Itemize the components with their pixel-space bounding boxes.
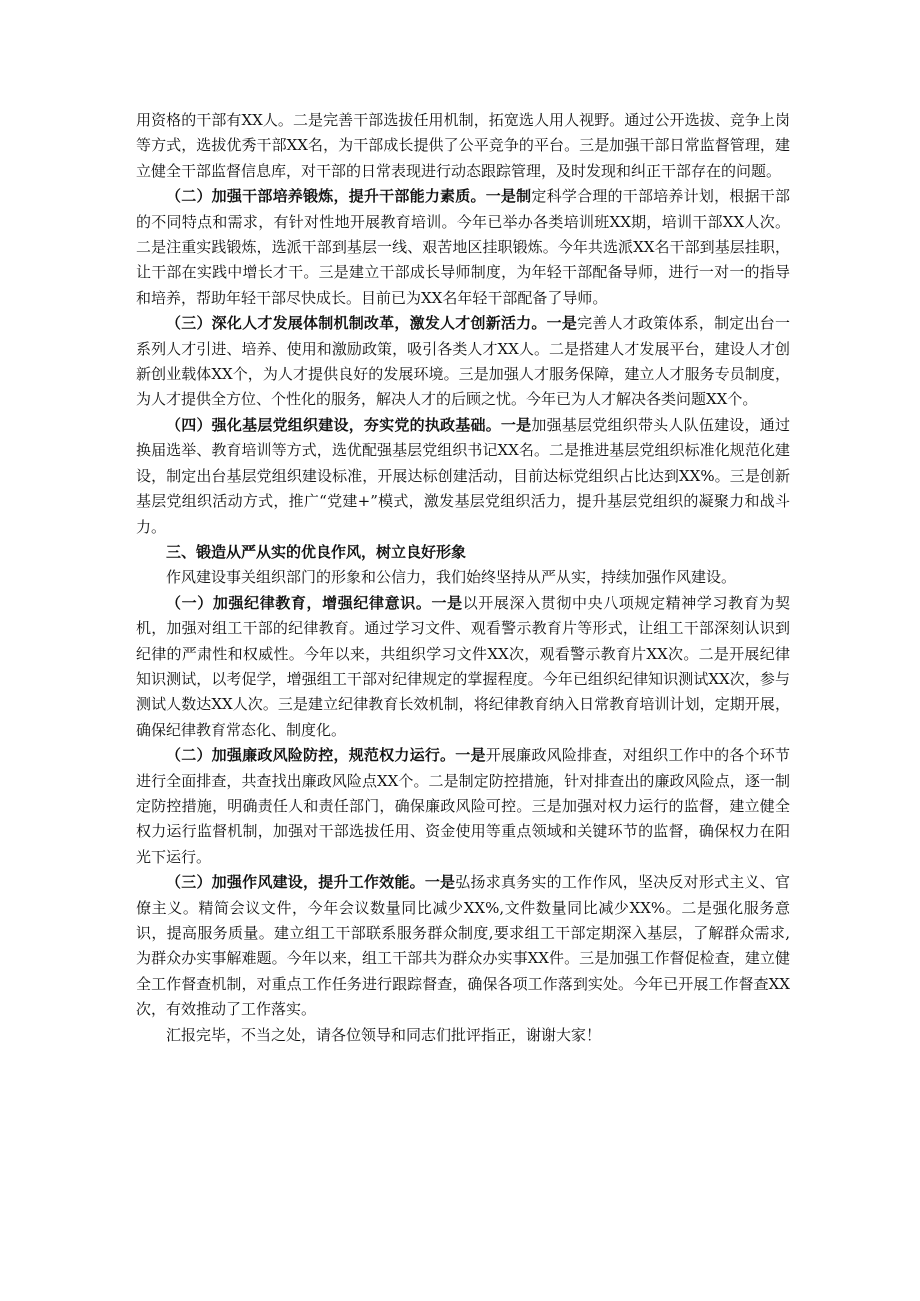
paragraph-lead: （二）加强干部培养锻炼，提升干部能力素质。一是制 [166,187,532,206]
paragraph-talent-reform [136,311,790,413]
section-heading-work-style [136,540,790,565]
paragraph-text: 开展廉政风险排查，对组织工作中的各个环节进行全面排查，共查找出廉政风险点XX个。二是制定防控措施，针对排查出的廉政风险点，逐一制定防控措施，明确责任人和责任部门，确保廉政风险可控。三是加强对权力运行的监督，建立健全权力运行监督机制，加强对干部选拔任用、资金使用等重点领域和关键环节的监督，确保权力在阳光下运行。 [136,746,790,866]
paragraph-text: 完善人才政策体系，制定出台一系列人才引进、培养、使用和激励政策，吸引各类人才XX人。二是搭建人才发展平台，建设人才创新创业载体XX个，为人才提供良好的发展环境。三是加强人才服务保障，建立人才服务专员制度，为人才提供全方位、个性化的服务，解决人才的后顾之忧。今年已为人才解决各类问题XX个。 [136,314,790,409]
paragraph-text: 定科学合理的干部培养计划，根据干部的不同特点和需求，有针对性地开展教育培训。今年已举办各类培训班XX期，培训干部XX人次。二是注重实践锻炼，选派干部到基层一线、艰苦地区挂职锻炼。今年共选派XX名干部到基层挂职，让干部在实践中增长才干。三是建立干部成长导师制度，为年轻干部配备导师，进行一对一的指导和培养，帮助年轻干部尽快成长。目前已为XX名年轻干部配备了导师。 [136,187,790,307]
paragraph-text: 用资格的干部有XX人。二是完善干部选拔任用机制，拓宽选人用人视野。通过公开选拔、竞争上岗等方式，选拔优秀干部XX名，为干部成长提供了公平竞争的平台。三是加强干部日常监督管理，建立健全干部监督信息库，对干部的日常表现进行动态跟踪管理，及时发现和纠正干部存在的问题。 [136,111,790,180]
paragraph-work-efficiency [136,870,790,1022]
paragraph-cadre-selection [136,108,790,184]
paragraph-text: 作风建设事关组织部门的形象和公信力，我们始终坚持从严从实，持续加强作风建设。 [166,568,737,587]
paragraph-text: 弘扬求真务实的工作作风，坚决反对形式主义、官僚主义。精简会议文件，今年会议数量同比减少XX%,文件数量同比减少XX%。二是强化服务意识，提高服务质量。建立组工干部联系服务群众制度,要求组工干部定期深入基层，了解群众需求,为群众办实事解难题。今年以来，组工干部共为群众办实事XX件。三是加强工作督促检查，建立健全工作督查机制，对重点工作任务进行跟踪督查，确保各项工作落到实处。今年已开展工作督查XX次，有效推动了工作落实。 [136,873,790,1019]
paragraph-lead: （三）加强作风建设，提升工作效能。一是 [166,873,456,892]
paragraph-cadre-training [136,184,790,311]
paragraph-grassroots-party [136,413,790,540]
paragraph-text: 加强基层党组织带头人队伍建设，通过换届选举、教育培训等方式，选优配强基层党组织书记XX名。二是推进基层党组织标准化规范化建设，制定出台基层党组织建设标准，开展达标创建活动，目前达标党组织占比达到XX%。三是创新基层党组织活动方式，推广“党建+”模式，激发基层党组织活力，提升基层党组织的凝聚力和战斗力。 [136,415,790,536]
paragraph-lead: （一）加强纪律教育，增强纪律意识。一是 [166,593,463,612]
paragraph-work-style-intro [136,565,790,590]
section-heading: 三、锻造从严从实的优良作风，树立良好形象 [166,542,467,561]
paragraph-text: 以开展深入贯彻中央八项规定精神学习教育为契机，加强对组工干部的纪律教育。通过学习文件、观看警示教育片等形式，让组工干部深刻认识到纪律的严肃性和权威性。今年以来，共组织学习文件XX次，观看警示教育片XX次。二是开展纪律知识测试，以考促学，增强组工干部对纪律规定的掌握程度。今年已组织纪律知识测试XX次，参与测试人数达XX人次。三是建立纪律教育长效机制，将纪律教育纳入日常教育培训计划，定期开展，确保纪律教育常态化、制度化。 [136,593,790,739]
paragraph-lead: （三）深化人才发展体制机制改革，激发人才创新活力。一是 [166,314,578,333]
paragraph-lead: （四）强化基层党组织建设，夯实党的执政基础。一是 [166,415,532,434]
document-body [136,108,790,1048]
paragraph-integrity-risk [136,743,790,870]
paragraph-closing [136,1023,790,1048]
paragraph-lead: （二）加强廉政风险防控，规范权力运行。一是 [166,746,486,765]
paragraph-discipline-education [136,591,790,743]
paragraph-text: 汇报完毕，不当之处，请各位领导和同志们批评指正，谢谢大家！ [166,1025,602,1044]
